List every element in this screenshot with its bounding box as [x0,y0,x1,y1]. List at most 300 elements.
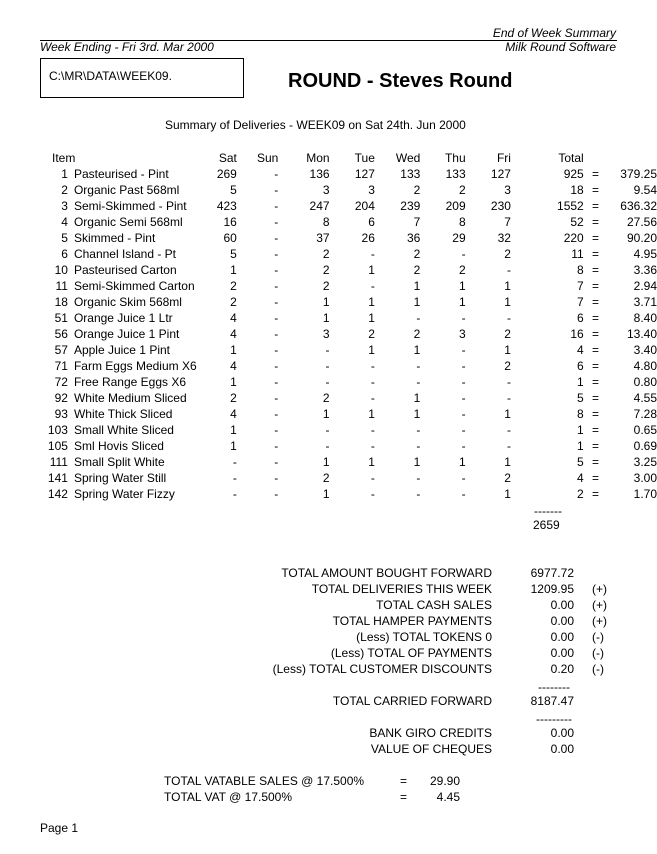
item-total: 8 [577,263,584,277]
day-qty: - [506,439,511,453]
col-header-wed: Wed [395,151,421,165]
vat-label: TOTAL VAT @ 17.500% [164,790,293,804]
day-qty: 1 [322,487,330,501]
day-qty: - [461,247,466,261]
equals-sign: = [591,359,599,373]
item-amount: 3.40 [633,343,657,357]
day-qty: 4 [230,407,237,421]
day-qty: 2 [322,263,330,277]
vat-sales-eq: = [400,774,408,788]
summary-sign: (-) [592,662,604,676]
summary-value: 0.20 [550,662,574,676]
table-row [46,374,657,390]
item-amount: 3.25 [633,455,657,469]
day-qty: 2 [230,279,237,293]
cheques-value: 0.00 [550,742,574,756]
day-qty: 2 [230,295,237,309]
item-amount: 90.20 [626,231,657,245]
table-row [46,278,657,294]
item-amount: 3.00 [633,471,657,485]
day-qty: 247 [309,199,330,213]
day-qty: 7 [413,215,421,229]
day-qty: - [461,391,466,405]
summary-label: TOTAL HAMPER PAYMENTS [332,614,492,628]
day-qty: 2 [458,183,466,197]
day-qty: 2 [322,247,330,261]
day-qty: 2 [504,359,511,373]
day-qty: 1 [504,343,511,357]
day-qty: 2 [504,327,511,341]
day-qty: - [274,375,279,389]
page-number: Page 1 [40,821,79,835]
day-qty: - [325,375,330,389]
day-qty: - [274,391,279,405]
item-total: 11 [571,247,584,261]
carried-forward-value: 8187.47 [530,694,574,708]
item-name: Small Split White [73,455,165,469]
day-qty: 2 [322,279,330,293]
summary-value: 0.00 [550,646,574,660]
summary-sign: (+) [592,582,607,596]
item-name: Sml Hovis Sliced [73,439,164,453]
summary-label: (Less) TOTAL TOKENS 0 [356,630,492,644]
col-header-item: Item [52,151,76,165]
item-number: 5 [61,231,68,245]
equals-sign: = [591,295,599,309]
equals-sign: = [591,455,599,469]
day-qty: - [274,343,279,357]
item-name: Spring Water Fizzy [73,487,175,501]
day-qty: - [325,423,330,437]
col-header-tue: Tue [354,151,375,165]
day-qty: 1 [368,407,375,421]
day-qty: - [370,359,375,373]
day-qty: - [506,391,511,405]
day-qty: - [274,295,279,309]
summary-label: (Less) TOTAL CUSTOMER DISCOUNTS [272,662,492,676]
day-qty: 1 [368,455,375,469]
deliveries-table [46,150,657,502]
item-amount: 3.36 [633,263,657,277]
day-qty: 1 [230,439,237,453]
day-qty: - [274,471,279,485]
equals-sign: = [591,423,599,437]
item-total: 7 [577,295,584,309]
day-qty: 4 [230,311,237,325]
item-number: 72 [54,375,68,389]
item-amount: 9.54 [633,183,657,197]
table-row [46,470,657,486]
item-number: 105 [47,439,68,453]
day-qty: 1 [504,407,511,421]
item-number: 1 [61,167,68,181]
day-qty: 133 [400,167,421,181]
summary-label: TOTAL AMOUNT BOUGHT FORWARD [281,566,492,580]
item-name: Organic Semi 568ml [73,215,183,229]
day-qty: 1 [413,455,421,469]
item-number: 10 [54,263,68,277]
item-name: Pasteurised Carton [73,263,177,277]
item-name: Small White Sliced [73,423,174,437]
day-qty: - [232,455,237,469]
day-qty: 1 [413,343,421,357]
day-qty: - [274,167,279,181]
table-row [46,454,657,470]
day-qty: - [325,439,330,453]
day-qty: 6 [368,215,375,229]
equals-sign: = [591,343,599,357]
day-qty: 8 [458,215,466,229]
item-name: White Thick Sliced [73,407,173,421]
item-name: White Medium Sliced [73,391,187,405]
table-row [46,438,657,454]
item-total: 925 [563,167,584,181]
item-name: Orange Juice 1 Ltr [73,311,173,325]
day-qty: - [506,263,511,277]
item-number: 92 [54,391,68,405]
item-amount: 0.80 [633,375,657,389]
item-amount: 636.32 [620,199,657,213]
col-header-total: Total [558,151,584,165]
item-number: 2 [61,183,68,197]
day-qty: - [506,375,511,389]
item-total: 5 [577,455,584,469]
day-qty: - [274,247,279,261]
day-qty: 423 [216,199,237,213]
day-qty: 1 [368,295,375,309]
item-amount: 4.80 [633,359,657,373]
summary-value: 0.00 [550,630,574,644]
day-qty: 1 [413,279,421,293]
day-qty: 3 [368,183,375,197]
day-qty: - [274,487,279,501]
table-row [46,262,657,278]
equals-sign: = [591,215,599,229]
table-row [46,294,657,310]
table-row [46,198,657,214]
day-qty: 2 [413,247,421,261]
item-amount: 0.65 [633,423,657,437]
item-amount: 0.69 [633,439,657,453]
day-qty: 1 [368,311,375,325]
equals-sign: = [591,391,599,405]
day-qty: - [416,487,421,501]
item-name: Channel Island - Pt [73,247,176,261]
item-total: 220 [563,231,584,245]
item-total: 8 [577,407,584,421]
day-qty: 2 [504,471,511,485]
table-row [46,486,657,502]
item-number: 3 [61,199,68,213]
day-qty: 1 [322,407,330,421]
equals-sign: = [591,279,599,293]
day-qty: - [232,487,237,501]
item-amount: 7.28 [633,407,657,421]
table-row [46,166,657,182]
table-row [46,406,657,422]
item-name: Skimmed - Pint [73,231,156,245]
summary-value: 0.00 [550,614,574,628]
table-row [46,422,657,438]
day-qty: - [274,327,279,341]
day-qty: 1 [458,295,466,309]
week-ending: Week Ending - Fri 3rd. Mar 2000 [40,40,214,54]
day-qty: - [370,439,375,453]
equals-sign: = [591,247,599,261]
day-qty: 127 [490,167,511,181]
day-qty: - [274,359,279,373]
item-total: 7 [577,279,584,293]
round-title: ROUND - Steves Round [288,70,513,92]
day-qty: - [416,311,421,325]
day-qty: - [274,439,279,453]
day-qty: 32 [497,231,511,245]
day-qty: 60 [223,231,237,245]
item-name: Organic Past 568ml [73,183,180,197]
day-qty: - [325,359,330,373]
summary-rule-1: -------- [538,680,570,694]
day-qty: - [232,471,237,485]
day-qty: 2 [458,263,466,277]
item-number: 103 [47,423,68,437]
table-row [46,358,657,374]
day-qty: - [416,359,421,373]
item-total: 6 [577,311,584,325]
day-qty: - [274,455,279,469]
equals-sign: = [591,471,599,485]
day-qty: 1 [504,279,511,293]
item-total: 2 [577,487,584,501]
day-qty: - [416,471,421,485]
day-qty: - [461,423,466,437]
equals-sign: = [591,327,599,341]
item-total: 1552 [557,199,584,213]
table-row [46,230,657,246]
day-qty: 37 [316,231,330,245]
day-qty: 2 [368,327,375,341]
summary-value: 6977.72 [530,566,574,580]
item-amount: 3.71 [633,295,657,309]
day-qty: 1 [322,295,330,309]
equals-sign: = [591,167,599,181]
item-amount: 4.95 [633,247,657,261]
equals-sign: = [591,375,599,389]
table-row [46,326,657,342]
equals-sign: = [591,311,599,325]
day-qty: 3 [322,183,330,197]
item-total: 1 [577,439,584,453]
day-qty: - [274,423,279,437]
summary-value: 1209.95 [530,582,574,596]
item-number: 57 [54,343,68,357]
item-total: 1 [577,375,584,389]
carried-forward-label: TOTAL CARRIED FORWARD [332,694,492,708]
day-qty: 1 [413,391,421,405]
item-number: 6 [61,247,68,261]
item-name: Orange Juice 1 Pint [73,327,180,341]
item-name: Free Range Eggs X6 [73,375,187,389]
col-header-mon: Mon [306,151,330,165]
item-number: 4 [61,215,68,229]
day-qty: - [274,311,279,325]
software-name: Milk Round Software [505,40,616,54]
summary-label: TOTAL DELIVERIES THIS WEEK [311,582,492,596]
item-total: 18 [570,183,584,197]
data-path: C:\MR\DATA\WEEK09. [49,69,172,83]
item-name: Organic Skim 568ml [73,295,182,309]
summary-sign: (-) [592,630,604,644]
item-name: Semi-Skimmed - Pint [73,199,187,213]
day-qty: - [274,407,279,421]
day-qty: 2 [504,247,511,261]
day-qty: 1 [368,343,375,357]
day-qty: - [370,375,375,389]
summary-label: TOTAL CASH SALES [376,598,492,612]
equals-sign: = [591,263,599,277]
col-header-thu: Thu [444,151,466,165]
table-row [46,390,657,406]
day-qty: - [274,183,279,197]
day-qty: 1 [230,375,237,389]
day-qty: 2 [413,183,421,197]
day-qty: - [370,391,375,405]
day-qty: 136 [309,167,330,181]
day-qty: 2 [322,471,330,485]
day-qty: - [370,247,375,261]
item-number: 11 [55,279,68,293]
day-qty: 5 [230,247,237,261]
equals-sign: = [591,183,599,197]
table-row [46,310,657,326]
day-qty: 7 [504,215,511,229]
item-amount: 1.70 [633,487,657,501]
equals-sign: = [591,199,599,213]
day-qty: 29 [452,231,466,245]
day-qty: - [461,343,466,357]
day-qty: - [274,231,279,245]
day-qty: - [461,311,466,325]
giro-label: BANK GIRO CREDITS [369,726,492,740]
table-row [46,214,657,230]
item-number: 18 [54,295,68,309]
item-number: 56 [54,327,68,341]
item-number: 71 [54,359,68,373]
day-qty: 239 [400,199,421,213]
day-qty: 133 [445,167,466,181]
vat-sales-value: 29.90 [429,774,460,788]
day-qty: 2 [230,391,237,405]
day-qty: - [416,439,421,453]
item-total: 4 [577,471,584,485]
day-qty: - [274,263,279,277]
report-subtitle: Summary of Deliveries - WEEK09 on Sat 24th. Jun 2000 [165,118,466,132]
day-qty: - [461,439,466,453]
day-qty: 4 [230,327,237,341]
day-qty: 4 [230,359,237,373]
summary-value: 0.00 [550,598,574,612]
day-qty: - [506,311,511,325]
item-name: Semi-Skimmed Carton [73,279,195,293]
equals-sign: = [591,439,599,453]
summary-label: (Less) TOTAL OF PAYMENTS [330,646,492,660]
item-name: Apple Juice 1 Pint [73,343,170,357]
vat-eq: = [400,790,408,804]
item-total: 4 [577,343,584,357]
day-qty: 26 [361,231,375,245]
data-path-box [40,58,244,98]
report-type: End of Week Summary [492,26,616,40]
day-qty: 1 [504,487,511,501]
total-rule: ------- [534,504,562,518]
day-qty: 1 [458,455,466,469]
day-qty: - [416,375,421,389]
summary-sign: (+) [592,614,607,628]
day-qty: - [325,343,330,357]
day-qty: 36 [406,231,421,245]
day-qty: 5 [230,183,237,197]
item-number: 141 [47,471,68,485]
grand-total: 2659 [533,518,560,532]
day-qty: 230 [490,199,511,213]
giro-value: 0.00 [550,726,574,740]
item-number: 51 [54,311,68,325]
day-qty: 269 [216,167,237,181]
equals-sign: = [591,407,599,421]
day-qty: 1 [413,295,421,309]
item-amount: 4.55 [633,391,657,405]
day-qty: - [461,487,466,501]
equals-sign: = [591,231,599,245]
item-name: Pasteurised - Pint [73,167,169,181]
table-header-row [46,150,657,166]
day-qty: - [461,407,466,421]
day-qty: - [370,423,375,437]
vat-value: 4.45 [436,790,460,804]
day-qty: 127 [354,167,375,181]
equals-sign: = [591,487,599,501]
day-qty: - [461,471,466,485]
item-total: 5 [577,391,584,405]
item-amount: 27.56 [626,215,657,229]
col-header-sun: Sun [256,151,279,165]
summary-sign: (-) [592,646,604,660]
day-qty: 16 [223,215,237,229]
day-qty: 1 [230,343,237,357]
table-row [46,182,657,198]
day-qty: - [461,359,466,373]
col-header-fri: Fri [496,151,511,165]
summary-sign: (+) [592,598,607,612]
cheques-label: VALUE OF CHEQUES [370,742,492,756]
day-qty: 204 [354,199,375,213]
item-number: 93 [54,407,68,421]
day-qty: - [461,375,466,389]
item-amount: 2.94 [633,279,657,293]
day-qty: 209 [445,199,466,213]
day-qty: - [274,215,279,229]
day-qty: 1 [413,407,421,421]
vat-sales-label: TOTAL VATABLE SALES @ 17.500% [164,774,365,788]
item-total: 6 [577,359,584,373]
day-qty: - [370,471,375,485]
day-qty: 2 [413,263,421,277]
item-name: Spring Water Still [73,471,167,485]
day-qty: 8 [322,215,330,229]
item-total: 1 [577,423,584,437]
day-qty: 3 [322,327,330,341]
day-qty: 1 [504,295,511,309]
day-qty: 1 [322,455,330,469]
